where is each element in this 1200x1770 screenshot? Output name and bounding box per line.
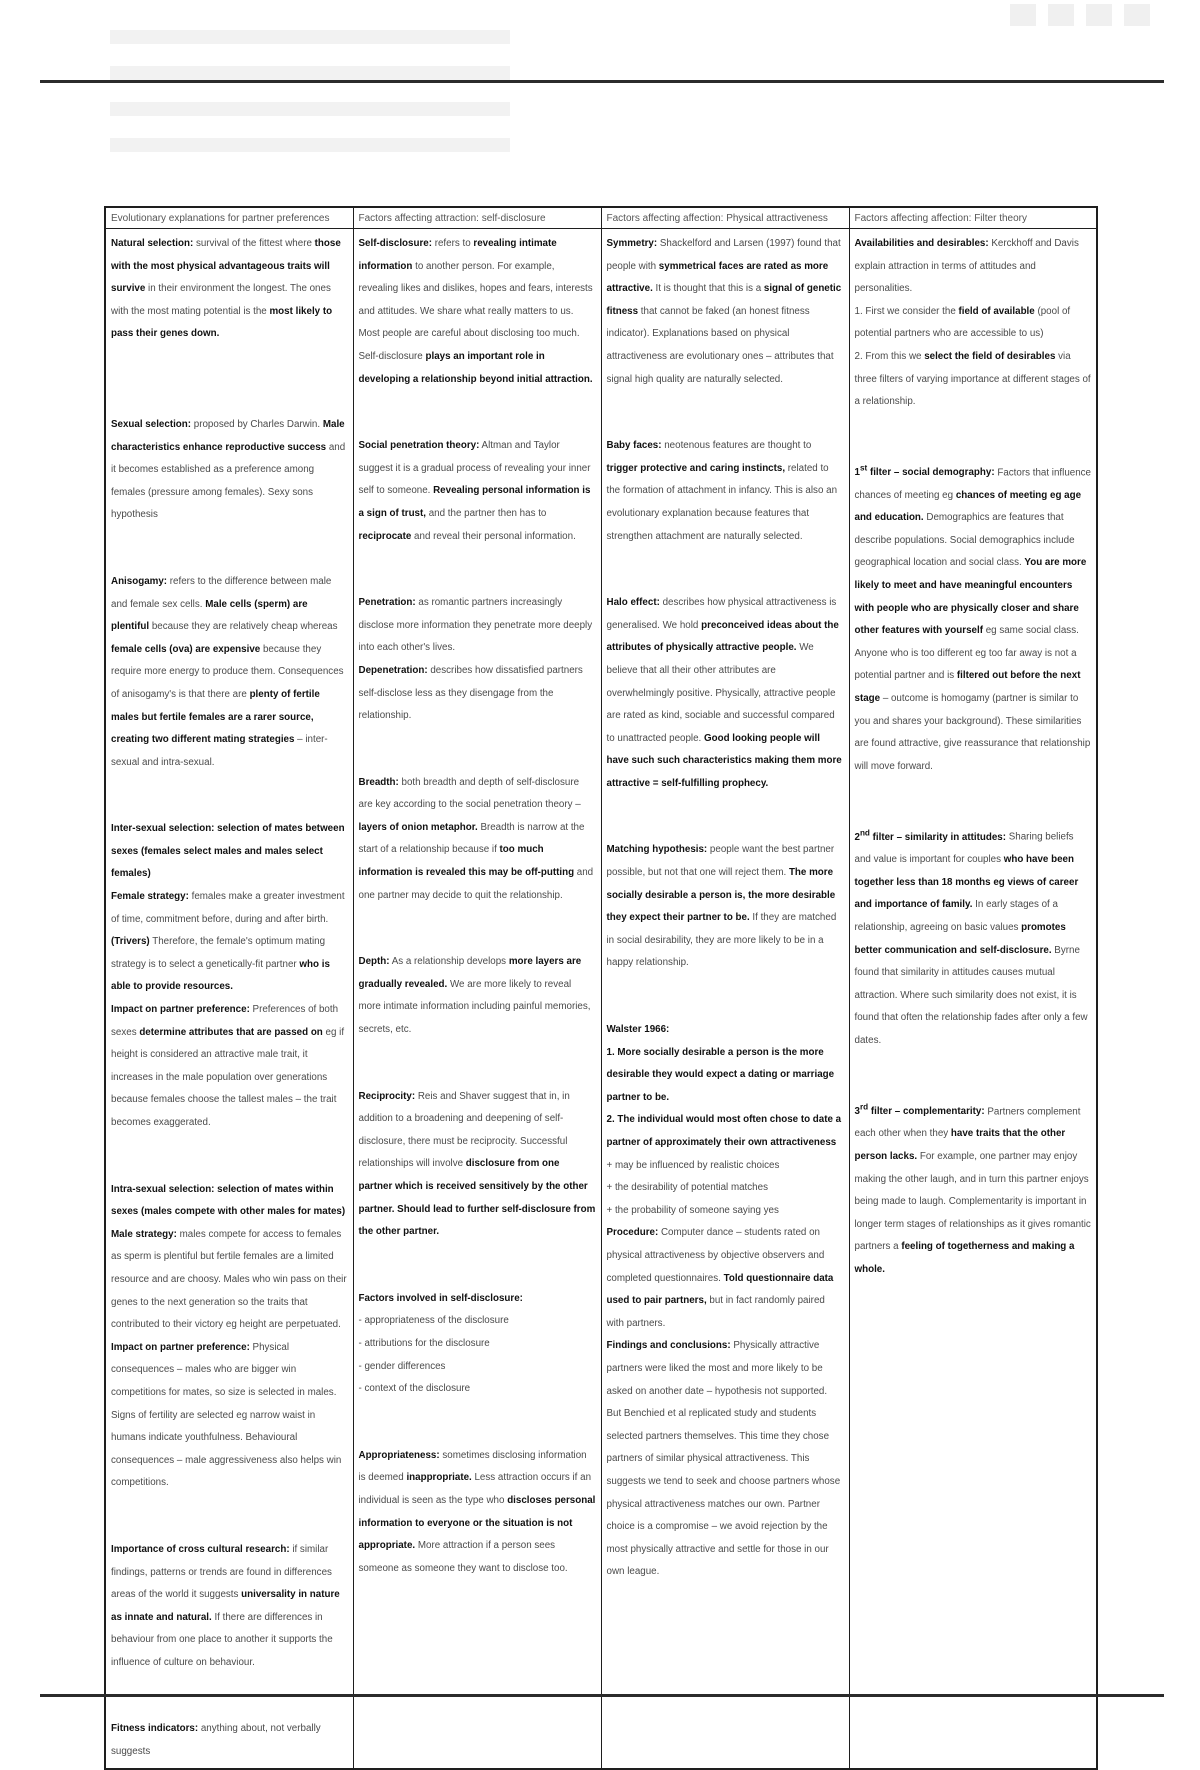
block-spacer xyxy=(607,391,844,435)
note-block: Sexual selection: proposed by Charles Darwin. Male characteristics enhance reproductive success and it becomes established as a preference among females (pressure among females). Sexy sons hypothesis xyxy=(111,418,346,521)
block-spacer xyxy=(607,795,844,839)
block-spacer xyxy=(359,1401,596,1445)
faint-logo-mark xyxy=(1010,4,1160,26)
block-spacer xyxy=(111,527,348,571)
top-rule xyxy=(40,80,1164,83)
note-block: Inter-sexual selection: selection of mates between sexes (females select males and males select females) xyxy=(111,823,345,880)
column-header-evolutionary: Evolutionary explanations for partner preferences xyxy=(105,207,353,229)
block-spacer xyxy=(359,548,596,592)
note-block: Availabilities and desirables: Kerckhoff and Davis explain attraction in terms of attitudes and personalities. 1. First we consider the field of available (pool of potential partners who are accessible to us) 2. From this we select the field of desirables via three filters of varying importance at different stages of a relationship. xyxy=(854,238,1091,408)
note-block: Anisogamy: refers to the difference between male and female sex cells. Male cells (sperm) are plentiful because they are relatively cheap whereas female cells (ova) are expensive because they require more energy to produce them. Consequences of anisogamy's is that there are plenty of fertile males but fertile females are a rarer source, creating two different mating strategies – inter-sexual and intra-sexual. xyxy=(111,575,344,768)
bottom-rule xyxy=(40,1694,1164,1697)
note-block: 3rd filter – complementarity: Partners complement each other when they have traits that the other person lacks. For example, one partner may enjoy making the other laugh, and in turn this partner enjoys being made to laugh. Complementarity is important in longer term stages of relationships as it gives romantic partners a feeling of togetherness and making a whole. xyxy=(854,1102,1091,1275)
note-block: Importance of cross cultural research: if similar findings, patterns or trends are found in differences areas of the world it suggests universality in nature as innate and natural. If there are differences in behaviour from one place to another it supports the influence of culture on behaviour. xyxy=(111,1543,340,1668)
column-cell-filter-theory xyxy=(849,229,1097,1769)
block-spacer xyxy=(111,774,348,818)
note-block: Halo effect: describes how physical attractiveness is generalised. We hold preconceived ideas about the attributes of physically attractive people. We believe that all their other attributes are overwhelmingly positive. Physically, attractive people are rated as kind, sociable and successful compared to unattracted people. Good looking people will have such such characteristics making them more attractive = self-fulfilling prophecy. xyxy=(606,597,842,789)
block-spacer xyxy=(607,975,844,1019)
block-spacer xyxy=(855,778,1092,822)
column-cell-self-disclosure xyxy=(353,229,601,1769)
block-spacer xyxy=(111,346,348,414)
note-block: Natural selection: survival of the fittest where those with the most physical advantageous traits will survive in their environment the longest. The ones with the most mating potential is the most likely to pass their genes down. xyxy=(111,238,341,340)
note-block: Breadth: both breadth and depth of self-disclosure are key according to the social penetration theory – layers of onion metaphor. Breadth is narrow at the start of a relationship because if too much information is revealed this may be off-putting and one partner may decide to quit the relationship. xyxy=(358,776,594,901)
note-block: Matching hypothesis: people want the best partner possible, but not that one will reject them. The more socially desirable a person is, the more desirable they expect their partner to be. If they are matched in social desirability, they are more likely to be in a happy relationship. xyxy=(606,844,837,969)
column-header-self-disclosure: Factors affecting attraction: self-disclosure xyxy=(353,207,601,229)
column-header-physical-attractiveness: Factors affecting affection: Physical attractiveness xyxy=(601,207,849,229)
block-spacer xyxy=(855,1053,1092,1097)
note-block: Male strategy: males compete for access to females as sperm is plentiful but fertile females are a limited resource and are choosy. Males who win pass on their genes to the next generation so the traits that contributed to their victory eg height are perpetuated. xyxy=(111,1228,347,1331)
notes-table xyxy=(104,206,1098,1770)
note-block: Appropriateness: sometimes disclosing information is deemed inappropriate. Less attraction occurs if an individual is seen as the type who discloses personal information to everyone or the situation is not appropriate. More attraction if a person sees someone as someone they want to disclose too. xyxy=(358,1449,596,1574)
note-block: Fitness indicators: anything about, not verbally suggests xyxy=(111,1723,321,1758)
block-spacer xyxy=(359,1042,596,1086)
block-spacer xyxy=(111,1135,348,1179)
note-block: 2nd filter – similarity in attitudes: Sharing beliefs and value is important for couples who have been together less than 18 months eg views of career and importance of family. In early stages of a relationship, agreeing on basic values promotes better communication and self-disclosure. Byrne found that similarity in attitudes causes mutual attraction. Where such similarity does not exist, it is found that often the relationship fades after only a few dates. xyxy=(854,828,1088,1046)
note-block: Impact on partner preference: Preferences of both sexes determine attributes that are passed on eg if height is considered an attractive male trait, it increases in the male population over generations because females choose the tallest males – the trait becomes exaggerated. xyxy=(111,1004,345,1128)
note-block: Intra-sexual selection: selection of mates within sexes (males compete with other males for mates) xyxy=(111,1183,346,1218)
column-cell-physical-attractiveness xyxy=(601,229,849,1769)
note-block: Symmetry: Shackelford and Larsen (1997) found that people with symmetrical faces are rated as more attractive. It is thought that this is a signal of genetic fitness that cannot be faked (an honest fitness indicator). Explanations based on physical attractiveness are evolutionary ones – attributes that signal high quality are naturally selected. xyxy=(606,238,842,385)
note-block: Social penetration theory: Altman and Taylor suggest it is a gradual process of revealing your inner self to someone. Revealing personal information is a sign of trust, and the partner then has to reciprocate and reveal their personal information. xyxy=(358,440,591,542)
note-block: 1st filter – social demography: Factors that influence chances of meeting eg chances of meeting eg age and education. Demographics are features that describe populations. Social demographics include geographical location and social class. You are more likely to meet and have meaningful encounters with people who are physically closer and share other features with yourself eg same social class. Anyone who is too different eg too far away is not a potential partner and is filtered out before the next stage – outcome is homogamy (partner is similar to you and shares your background). These similarities are found attractive, give reassurance that relationship will move forward. xyxy=(854,463,1092,772)
block-spacer xyxy=(855,414,1092,458)
column-header-filter-theory: Factors affecting affection: Filter theory xyxy=(849,207,1097,229)
note-block: Procedure: Computer dance – students rated on physical attractiveness by objective observers and completed questionnaires. Told questionnaire data used to pair partners, but in fact randomly paired with partners. xyxy=(606,1227,834,1329)
faint-watermark-heading xyxy=(110,30,510,170)
note-block: Walster 1966: 1. More socially desirable a person is the more desirable they would expect a dating or marriage partner to be. 2. The individual would most often chose to date a partner of approximately their own attractiveness + may be influenced by realistic choices + the desirability of potential matches + the probability of someone saying yes xyxy=(606,1024,842,1216)
note-block: Penetration: as romantic partners increasingly disclose more information they penetrate more deeply into each other's lives. xyxy=(358,597,593,654)
column-cell-evolutionary xyxy=(105,229,353,1769)
note-block: Female strategy: females make a greater investment of time, commitment before, during and after birth. (Trivers) Therefore, the female's optimum mating strategy is to select a genetically-fit partner who is able to provide resources. xyxy=(111,891,345,993)
block-spacer xyxy=(359,1244,596,1288)
block-spacer xyxy=(359,907,596,951)
note-block: Depenetration: describes how dissatisfied partners self-disclose less as they disengage from the relationship. xyxy=(358,664,583,722)
note-block: Baby faces: neotenous features are thought to trigger protective and caring instincts, related to the formation of attachment in infancy. This is also an evolutionary explanation because features that strengthen attachment are naturally selected. xyxy=(606,440,838,542)
note-block: Depth: As a relationship develops more layers are gradually revealed. We are more likely to reveal more intimate information including painful memories, secrets, etc. xyxy=(358,956,591,1036)
note-block: Findings and conclusions: Physically attractive partners were liked the most and more likely to be asked on another date – hypothesis not supported. But Benchied et al replicated study and students selected partners themselves. This time they chose partners of similar physical attractiveness. This suggests we tend to seek and choose partners whose physical attractiveness matches our own. Partner choice is a compromise – we avoid rejection by the most physically attractive and settle for those in our own league. xyxy=(606,1340,841,1578)
content-row xyxy=(105,229,1097,1769)
block-spacer xyxy=(607,548,844,592)
note-block: Self-disclosure: refers to revealing intimate information to another person. For example, revealing likes and dislikes, hopes and fears, interests and attitudes. We share what really matters to us. Most people are careful about disclosing too much. Self-disclosure plays an important role in developing a relationship beyond initial attraction. xyxy=(358,238,593,385)
note-block: Factors involved in self-disclosure: - appropriateness of the disclosure - attributions for the disclosure - gender differences - context of the disclosure xyxy=(358,1292,523,1395)
block-spacer xyxy=(359,728,596,772)
block-spacer xyxy=(111,1495,348,1539)
header-row xyxy=(105,207,1097,229)
note-block: Reciprocity: Reis and Shaver suggest that in, in addition to a broadening and deepening of self-disclosure, there must be reciprocity. Successful relationships will involve disclosure from one partner which is received sensitively by the other partner. Should lead to further self-disclosure from the other partner. xyxy=(358,1090,596,1238)
block-spacer xyxy=(359,391,596,435)
note-block: Impact on partner preference: Physical consequences – males who are bigger win competitions for mates, so size is selected in males. Signs of fertility are selected eg narrow waist in humans indicate youthfulness. Behavioural consequences – male aggressiveness also helps win competitions. xyxy=(111,1341,342,1489)
